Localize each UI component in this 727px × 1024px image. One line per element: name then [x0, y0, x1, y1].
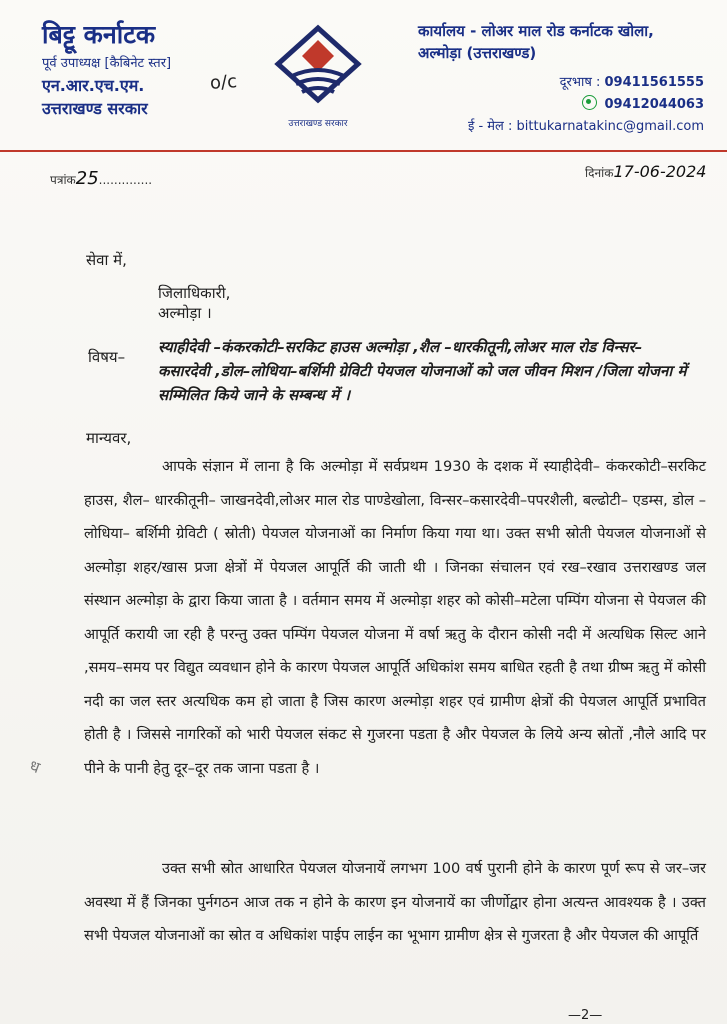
salutation-to: सेवा में,	[86, 251, 127, 269]
letter-number-dots: ..............	[98, 173, 153, 187]
letter-number-label: पत्रांक	[50, 173, 76, 187]
sender-government: उत्तराखण्ड सरकार	[42, 99, 148, 118]
email-label: ई - मेल :	[467, 119, 517, 134]
recipient-place: अल्मोड़ा ।	[158, 304, 212, 322]
phone-line	[418, 72, 704, 94]
office-address-line1: कार्यालय - लोअर माल रोड कर्नाटक खोला,	[418, 22, 654, 40]
oc-handwritten-mark: o/c	[209, 71, 238, 94]
letterhead-divider	[0, 150, 727, 152]
phone-number: 09411561555	[604, 75, 704, 90]
contact-block	[418, 72, 718, 138]
whatsapp-line	[418, 94, 704, 116]
letter-number-value: 25	[75, 168, 99, 189]
greeting: मान्यवर,	[86, 429, 132, 447]
margin-handwritten-mark: ध	[26, 755, 43, 778]
uttarakhand-emblem	[268, 24, 368, 132]
subject-label: विषय–	[88, 348, 126, 366]
whatsapp-icon	[582, 95, 597, 110]
email-line	[418, 116, 704, 138]
subject-text: स्याहीदेवी –कंकरकोटी–सरकिट हाउस अल्मोड़ा ,शैल –धारकीतूनी,लोअर माल रोड विन्सर– कसारदेवी ,डोल–लोधिया–बर्शिमी ग्रेविटी पेयजल योजनाओं को जल जीवन मिशन /जिला योजना में सम्मिलित किये जाने के सम्बन्ध में ।	[158, 338, 687, 404]
letterhead-sender	[42, 18, 242, 119]
email-address: bittukarnatakinc@gmail.com	[516, 119, 704, 134]
emblem-caption: उत्तराखण्ड सरकार	[288, 119, 348, 129]
letter-date-value: 17-06-2024	[613, 162, 707, 181]
phone-label: दूरभाष :	[559, 75, 605, 90]
letter-date-label: दिनांक	[585, 166, 614, 180]
emblem-mountain-icon	[274, 24, 362, 114]
page-number: —2—	[568, 1008, 603, 1023]
letterhead-office	[418, 20, 718, 138]
letter-date	[585, 162, 706, 181]
office-address-line2: अल्मोड़ा (उत्तराखण्ड)	[418, 44, 537, 62]
body-paragraph-1: आपके संज्ञान में लाना है कि अल्मोड़ा में सर्वप्रथम 1930 के दशक में स्याहीदेवी– कंकरकोटी–सरकिट हाउस, शैल– धारकीतूनी– जाखनदेवी,लोअर माल रोड पाण्डेखोला, विन्सर–कसारदेवी–पपरशैली, बल्ढोटी– एडम्स, डोल –लोधिया– बर्शिमी ग्रेविटी ( स्रोती) पेयजल योजनाओं का निर्माण किया गया था। उक्त सभी स्रोती पेयजल योजनाओं से अल्मोड़ा शहर/खास प्रजा क्षेत्रों में पेयजल आपूर्ति की जाती थी । जिनका संचालन एवं रख–रखाव उत्तराखण्ड जल संस्थान अल्मोड़ा के द्वारा किया जाता है । वर्तमान समय में अल्मोड़ा शहर को कोसी–मटेला पम्पिंग योजना से पेयजल की आपूर्ति करायी जा रही है परन्तु उक्त पम्पिंग पेयजल योजना में वर्षा ऋतु के दौरान कोसी नदी में अत्यधिक सिल्ट आने ,समय–समय पर विद्युत व्यवधान होने के कारण पेयजल आपूर्ति अधिकांश समय बाधित रहती है तथा ग्रीष्म ऋतु में कोसी नदी का जल स्तर अत्यधिक कम हो जाता है जिस कारण अल्मोड़ा शहर एवं ग्रामीण क्षेत्रों की पेयजल आपूर्ति प्रभावित होती है । जिससे नागरिकों को भारी पेयजल संकट से गुजरना पडता है और पेयजल के लिये अन्य स्रोतों ,नौले आदि पर पीने के पानी हेतु दूर–दूर तक जाना पडता है ।	[84, 458, 706, 777]
recipient-title: जिलाधिकारी,	[158, 284, 231, 302]
whatsapp-number: 09412044063	[604, 97, 704, 112]
sender-organization: एन.आर.एच.एम.	[42, 76, 145, 95]
letter-number	[50, 168, 152, 189]
body-paragraph-2: उक्त सभी स्रोत आधारित पेयजल योजनायें लगभग 100 वर्ष पुरानी होने के कारण पूर्ण रूप से जर–जर अवस्था में हैं जिनका पुर्नगठन आज तक न होने के कारण इन योजनायें का जीर्णोद्वार होना अत्यन्त आवश्यक है । उक्त सभी पेयजल योजनाओं का स्रोत व अधिकांश पाईप लाईन का भूभाग ग्रामीण क्षेत्र से गुजरता है और पेयजल की आपूर्ति	[84, 860, 706, 944]
sender-name: बिट्टू कर्नाटक	[42, 20, 156, 49]
sender-designation: पूर्व उपाध्यक्ष [कैबिनेट स्तर]	[42, 56, 172, 71]
